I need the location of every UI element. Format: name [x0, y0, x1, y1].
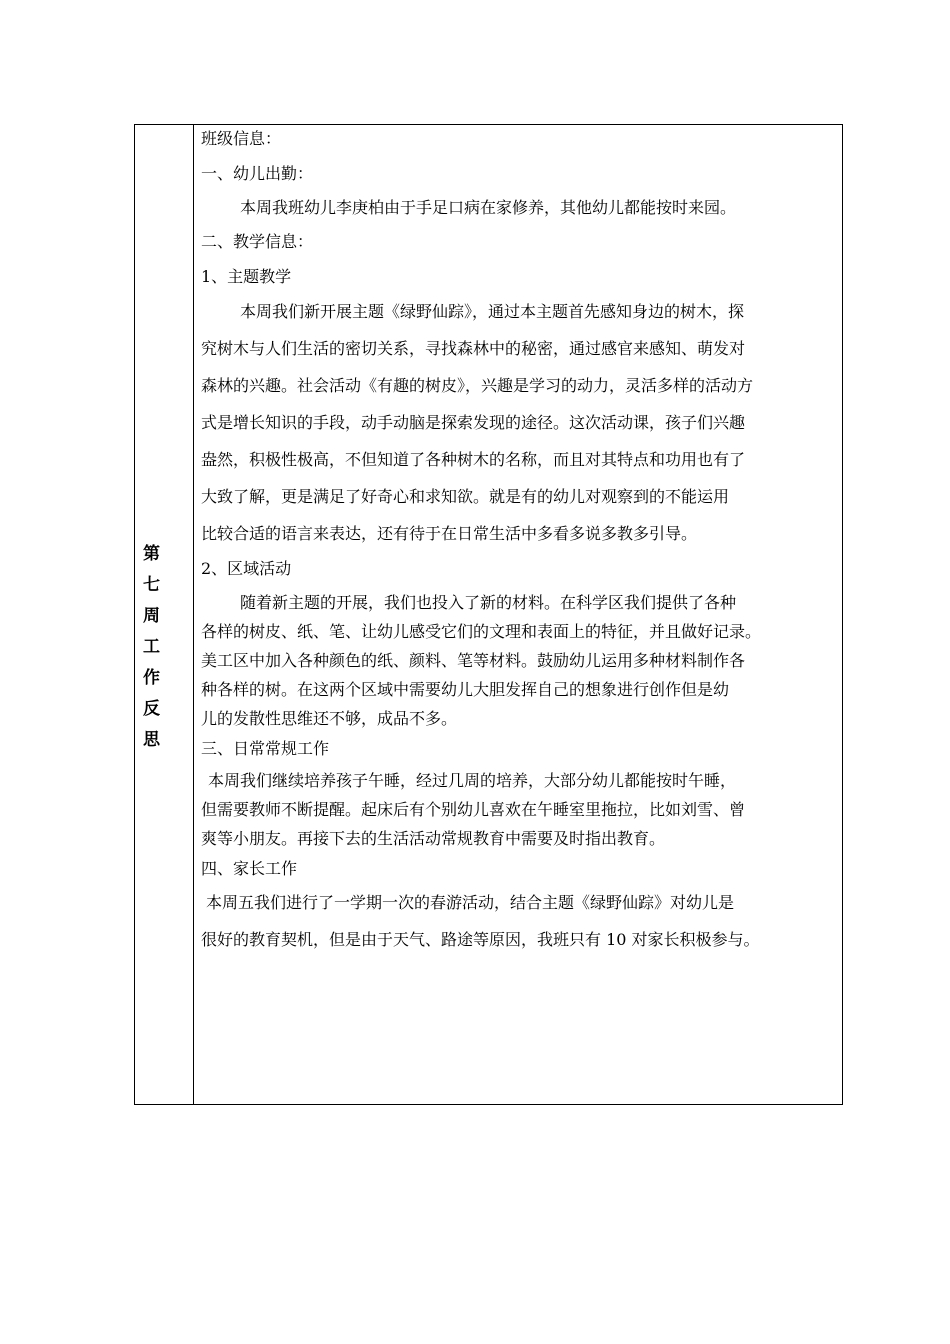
theme-paragraph-line: 比较合适的语言来表达，还有待于在日常生活中多看多说多教多引导。 — [201, 524, 698, 543]
area-paragraph-line: 各样的树皮、纸、笔、让幼儿感受它们的文理和表面上的特征，并且做好记录。 — [201, 622, 762, 641]
class-info-heading: 班级信息： — [201, 129, 282, 148]
parent-heading: 四、家长工作 — [201, 859, 298, 878]
theme-paragraph-line: 盎然，积极性极高，不但知道了各种树木的名称，而且对其特点和功用也有了 — [201, 450, 746, 469]
side-label: 第七周工作反思 — [143, 544, 167, 750]
theme-heading: 1、主题教学 — [201, 267, 292, 286]
parent-paragraph-line: 很好的教育契机，但是由于天气、路途等原因，我班只有 10 对家长积极参与。 — [201, 930, 760, 949]
teaching-heading: 二、教学信息： — [201, 232, 314, 251]
routine-paragraph-line: 本周我们继续培养孩子午睡，经过几周的培养，大部分幼儿都能按时午睡， — [208, 771, 737, 790]
area-paragraph-line: 儿的发散性思维还不够，成品不多。 — [201, 709, 458, 728]
routine-paragraph-line: 但需要教师不断提醒。起床后有个别幼儿喜欢在午睡室里拖拉，比如刘雪、曾 — [201, 800, 746, 819]
theme-paragraph-line: 究树木与人们生活的密切关系，寻找森林中的秘密，通过感官来感知、萌发对 — [201, 339, 746, 358]
content-cell — [194, 125, 842, 1104]
attendance-heading: 一、幼儿出勤： — [201, 164, 314, 183]
area-paragraph-line: 美工区中加入各种颜色的纸、颜料、笔等材料。鼓励幼儿运用多种材料制作各 — [201, 651, 746, 670]
routine-heading: 三、日常常规工作 — [201, 739, 330, 758]
area-heading: 2、区域活动 — [201, 559, 292, 578]
area-paragraph-line: 随着新主题的开展，我们也投入了新的材料。在科学区我们提供了各种 — [240, 593, 737, 612]
theme-paragraph-line: 大致了解，更是满足了好奇心和求知欲。就是有的幼儿对观察到的不能运用 — [201, 487, 730, 506]
theme-paragraph-line: 本周我们新开展主题《绿野仙踪》，通过本主题首先感知身边的树木，探 — [240, 302, 745, 321]
attendance-text: 本周我班幼儿李庚柏由于手足口病在家修养，其他幼儿都能按时来园。 — [240, 198, 737, 217]
side-label-cell — [135, 125, 194, 1104]
area-paragraph-line: 种各样的树。在这两个区域中需要幼儿大胆发挥自己的想象进行创作但是幼 — [201, 680, 730, 699]
reflection-table — [134, 124, 843, 1105]
parent-paragraph-line: 本周五我们进行了一学期一次的春游活动，结合主题《绿野仙踪》对幼儿是 — [206, 893, 735, 912]
theme-paragraph-line: 森林的兴趣。社会活动《有趣的树皮》，兴趣是学习的动力，灵活多样的活动方 — [201, 376, 754, 395]
routine-paragraph-line: 爽等小朋友。再接下去的生活活动常规教育中需要及时指出教育。 — [201, 829, 666, 848]
theme-paragraph-line: 式是增长知识的手段，动手动脑是探索发现的途径。这次活动课，孩子们兴趣 — [201, 413, 746, 432]
